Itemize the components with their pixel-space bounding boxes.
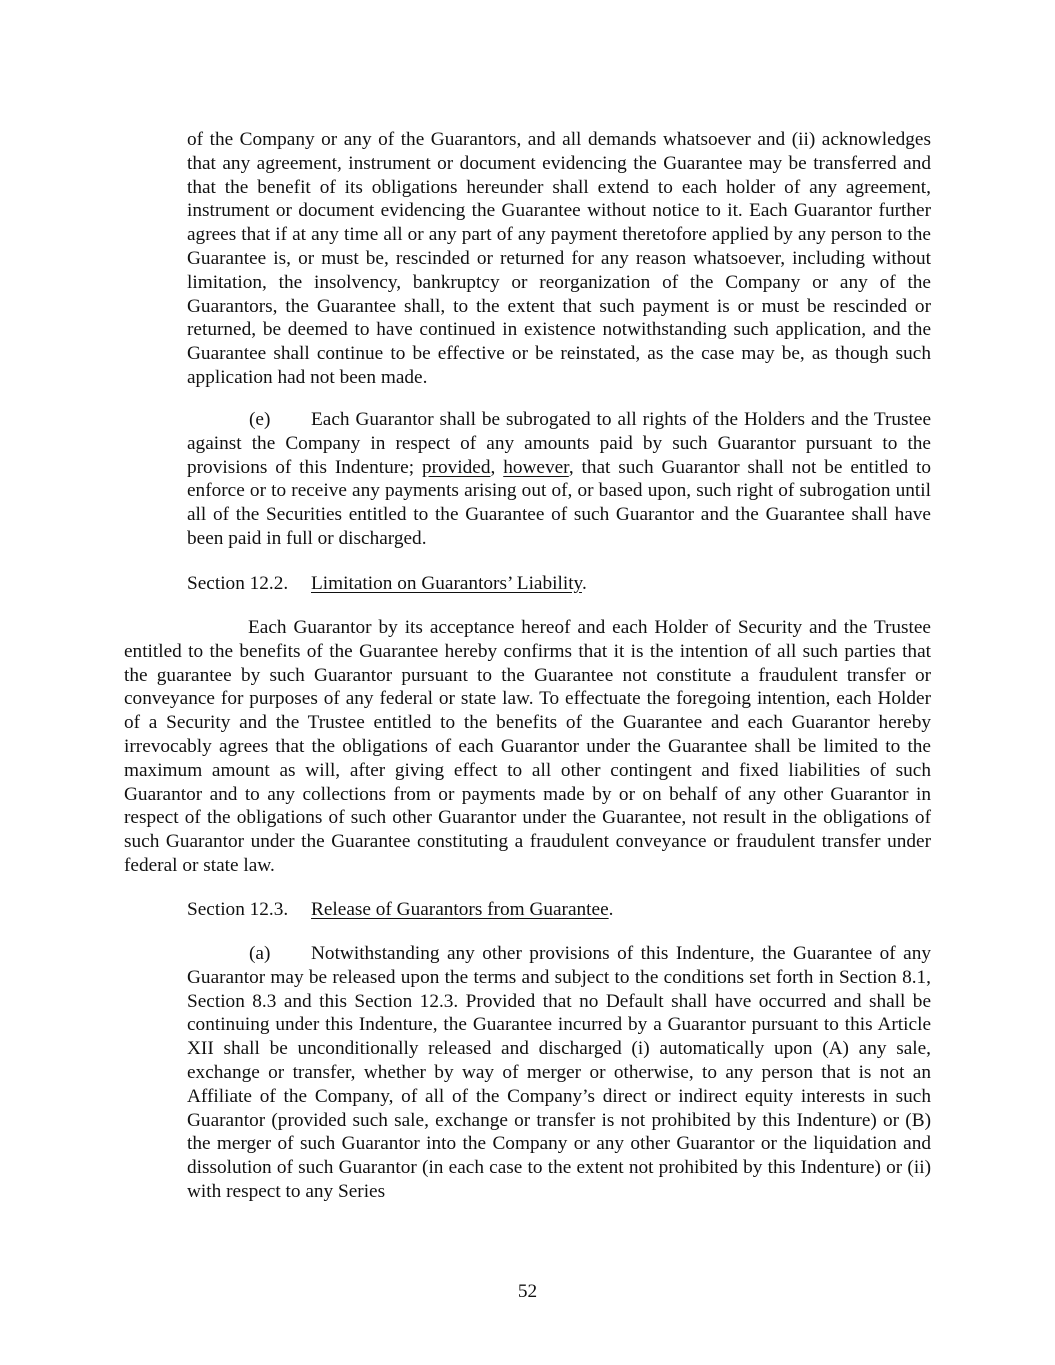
section-12-3-title: Release of Guarantors from Guarantee — [311, 899, 609, 920]
section-12-3-period: . — [608, 899, 614, 920]
paragraph-a-label: (a) — [249, 943, 271, 964]
however-term: however — [503, 456, 569, 478]
section-12-2-heading — [187, 572, 931, 596]
paragraph-e-text-after: , that such Guarantor shall not be entitled to enforce or to receive any payments arising out of, or based upon, such right of subrogation until all of the Securities entitled to the Guarantee of such Guarantor and the Guarantee shall have been paid in full or discharged. — [187, 456, 932, 549]
paragraph-continuation — [187, 128, 931, 390]
paragraph-e-comma: , — [490, 456, 504, 478]
section-12-2-period: . — [581, 573, 587, 594]
paragraph-e-text — [187, 408, 931, 551]
section-12-2-title: Limitation on Guarantors’ Liability — [311, 573, 582, 594]
paragraph-e-label: (e) — [249, 409, 271, 430]
paragraph-a-body: Notwithstanding any other provisions of this Indenture, the Guarantee of any Guarantor may be released upon the terms and subject to the conditions set forth in Section 8.1, Section 8.3 and this Section 12.3. Provided that no Default shall have occurred and shall be continuing under this Indenture, the Guarantee incurred by a Guarantor pursuant to this Article XII shall be unconditionally released and discharged (i) automatically upon (A) any sale, exchange or transfer, whether by way of merger or otherwise, to any person that is not an Affiliate of the Company, of all of the Company’s direct or indirect equity interests in such Guarantor (provided such sale, exchange or transfer is not prohibited by this Indenture) or (B) the merger of such Guarantor into the Company or any other Guarantor or the liquidation and dissolution of such Guarantor (in each case to the extent not prohibited by this Indenture) or (ii) with respect to any Series — [187, 943, 931, 1202]
paragraph-a — [187, 942, 931, 1204]
section-12-2-body-text: Each Guarantor by its acceptance hereof and each Holder of Security and the Trustee entitled to the benefits of the Guarantee hereby confirms that it is the intention of all such parties that the guarantee by such Guarantor pursuant to the Guarantee not constitute a fraudulent transfer or conveyance for purposes of any federal or state law. To effectuate the foregoing intention, each Holder of a Security and the Trustee entitled to the benefits of the Guarantee and each Guarantor hereby irrevocably agrees that the obligations of each Guarantor under the Guarantee shall be limited to the maximum amount as will, after giving effect to all other contingent and fixed liabilities of such Guarantor and to any collections from or payments made by or on behalf of any other Guarantor in respect of the obligations of such other Guarantor under the Guarantee, not result in the obligations of such Guarantor under the Guarantee constituting a fraudulent conveyance or fraudulent transfer under federal or state law. — [124, 617, 931, 876]
provided-term: provided — [421, 456, 491, 478]
paragraph-e-text-before: Each Guarantor shall be subrogated to all rights of the Holders and the Trustee against the Company in respect of any amounts paid by such Guarantor pursuant to the provisions of this Indenture; — [187, 409, 931, 478]
page-number: 52 — [517, 1281, 538, 1302]
section-12-2-body — [124, 616, 931, 878]
section-12-2-number: Section 12.2. — [187, 573, 289, 594]
paragraph-e — [187, 408, 931, 551]
paragraph-a-text — [187, 942, 931, 1204]
section-12-3-number: Section 12.3. — [187, 899, 289, 920]
paragraph-continuation-text: of the Company or any of the Guarantors, and all demands whatsoever and (ii) acknowledges that any agreement, instrument or document evidencing the Guarantee may be transferred and that the benefit of its obligations hereunder shall extend to each holder of any agreement, instrument or document evidencing the Guarantee without notice to it. Each Guarantor further agrees that if at any time all or any part of any payment theretofore applied by any person to the Guarantee is, or must be, rescinded or returned for any reason whatsoever, including without limitation, the insolvency, bankruptcy or reorganization of the Company or any of the Guarantors, the Guarantee shall, to the extent that such payment is or must be rescinded or returned, be deemed to have continued in existence notwithstanding such application, and the Guarantee shall continue to be effective or be reinstated, as the case may be, as though such application had not been made. — [187, 129, 931, 388]
section-12-3-heading — [187, 898, 931, 922]
